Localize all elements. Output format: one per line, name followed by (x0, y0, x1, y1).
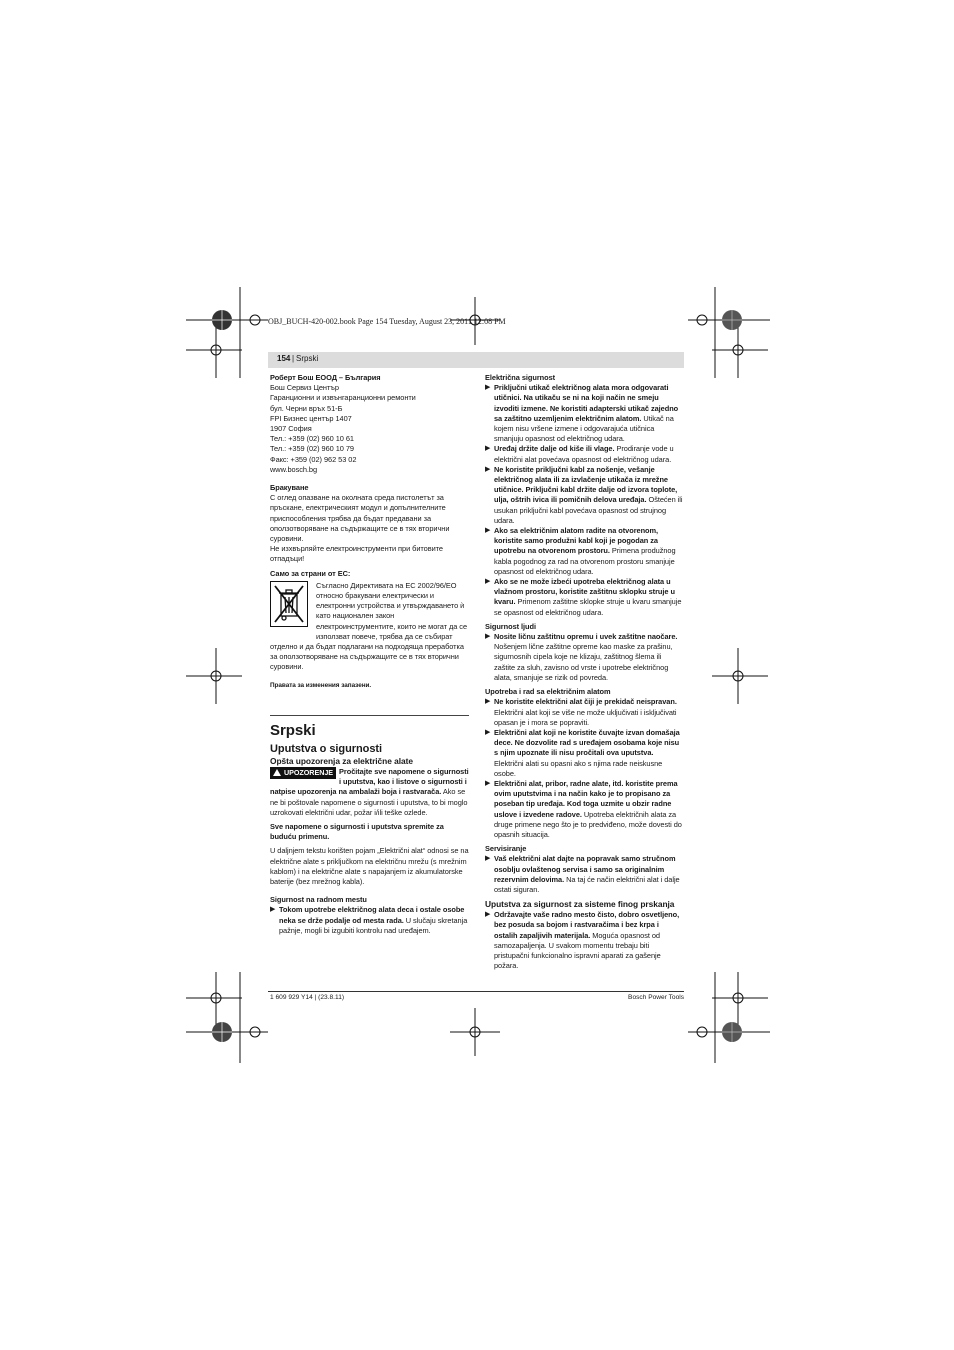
item-normal: Električni alat koji se više ne može uključivati i isključivati opasan je i mora se popraviti. (494, 707, 677, 727)
address-line: 1907 София (270, 424, 312, 434)
disposal-heading: Бракуване (270, 483, 309, 493)
electrical-item (485, 465, 684, 526)
item-bold: Priključni utikač električnog alata mora odgovarati utičnici. Na utikaču se ni na koji način ne smeju izvoditi izmene. Ne koristiti adapterski utikač zajedno sa zaštitno uzemljenim električnim alatom. (494, 383, 679, 423)
electrical-item (485, 383, 684, 444)
bullet-arrow-icon: ▶ (485, 698, 491, 706)
use-item (485, 697, 684, 728)
warning-paragraph (270, 767, 469, 818)
item-bold: Ako sa električnim alatom radite na otvorenom, koristite samo produžni kabl koji je pogodan za upotrebu na otvorenom prostoru. (494, 526, 659, 556)
use-item (485, 728, 684, 779)
page-header (268, 352, 684, 368)
eu-directive-continued: отделно и да бъдат подлагани на подходяща преработка за оползотворяване на съдържащите се в тях вторични суровини. (270, 642, 464, 672)
term-definition: U daljnjem tekstu korišten pojam „Električni alat“ odnosi se na električne alate s priključkom na električnu mrežu (s mrežnim kablom) i na električne alate s napajanjem iz akumulatorske baterije (bez mrežnog kabla). (270, 846, 469, 886)
item-bold: Ako se ne može izbeći upotreba električnog alata u vlažnom prostoru, koristite zaštitnu sklopku struje u kvaru. (494, 577, 675, 607)
bullet-arrow-icon: ▶ (485, 384, 491, 392)
electrical-heading: Električna sigurnost (485, 373, 556, 382)
item-bold: Električni alat, pribor, radne alate, itd. koristite prema ovim uputstvima i na način kako je to propisano za poseban tip uređaja. Kod toga uzmite u obzir radne uslove i izvedene radove. (494, 778, 678, 819)
address-line: Бош Сервиз Център (270, 383, 339, 393)
item-bold: Električni alat koji ne koristite čuvajte izvan domašaja dece. Ne dozvolite rad s uređajem osobama koje nisu s njim upoznate ili nisu pročitali ova uputstva. (494, 727, 680, 758)
warning-label: UPOZORENJE (284, 767, 334, 777)
footer-doc-number: 1 609 929 Y14 | (23.8.11) (270, 994, 345, 1001)
footer-rule (268, 991, 684, 992)
page-number: 154 (277, 354, 291, 363)
item-normal: U slučaju skretanja pažnje, mogli bi izgubiti kontrolu nad uređajem. (279, 915, 468, 935)
item-normal: Na taj će način električni alat i dalje ostati siguran. (494, 874, 680, 894)
section-title: Srpski (270, 721, 316, 739)
item-normal: Utikač na kojem nisu vršene izmene i odgovarajuća utičnica smanjuju opasnost od električnog udara. (494, 413, 674, 444)
bullet-arrow-icon: ▶ (485, 465, 491, 473)
eu-heading: Само за страни от ЕС: (270, 568, 351, 578)
item-normal: Primena produžnog kabla pogodnog za rad na otvorenom prostoru smanjuje opasnost od električnog udara. (494, 546, 676, 576)
warning-triangle-icon (273, 769, 281, 776)
company-title: Роберт Бош ЕООД – България (270, 373, 381, 382)
item-bold: Vaš električni alat dajte na popravak samo stručnom osoblju ovlaštenog servisa i samo sa originalnim rezervnim delovima. (494, 854, 676, 884)
bullet-arrow-icon: ▶ (485, 728, 491, 736)
item-normal: Prodiranje vode u električni alat povećava opasnost od električnog udara. (494, 444, 674, 464)
copyright-note: Правата за изменения запазени. (270, 681, 372, 689)
item-bold: Tokom upotrebe električnog alata deca i ostale osobe neka se drže podalje od mesta rada. (279, 905, 465, 925)
item-normal: Upotreba električnih alata za druge primene nego što je to predviđeno, može dovesti do opasnih situacija. (494, 809, 682, 839)
workplace-heading: Sigurnost na radnom mestu (270, 895, 367, 905)
item-normal: Nošenjem lične zaštitne opreme kao maske za prašinu, sigurnosnih cipela koje ne klizaju, zaštitnog šlema ili zaštite za sluh, zavisno od vrste i upotrebe električnog alata, smanjuje se rizik od povreda. (494, 642, 673, 682)
item-bold: Ne koristite električni alat čiji je prekidač neispravan. (494, 697, 677, 707)
spray-item (485, 910, 684, 971)
bullet-arrow-icon: ▶ (485, 855, 491, 863)
address-line: бул. Черни връх 51-Б (270, 403, 343, 413)
item-bold: Uređaj držite dalje od kiše ili vlage. (494, 444, 615, 454)
disposal-text: С оглед опазване на околната среда пистолетът за пръскане, електрическият модул и допълнителните приспособления трябва да бъдат предавани за оползотворяване на съдържащите се в тях вторични суровини. (270, 493, 450, 544)
eu-directive-text: Съгласно Директивата на ЕС 2002/96/ЕО относно бракувани електрически и електронни устройства и утвърждаването ѝ като национален закон електроинструментите, които не могат да се използват повече, трябва да се събират (316, 580, 468, 641)
safety-heading: Uputstva o sigurnosti (270, 742, 383, 755)
bullet-arrow-icon: ▶ (270, 906, 276, 914)
disposal-text-2: Не изхвърляйте електроинструменти при битовите отпадъци! (270, 544, 443, 564)
item-bold: Održavajte vaše radno mesto čisto, dobro osvetljeno, bez posuda sa bojom i rastvaračima i bez krpa i ostalih zapaljivih materijala. (494, 910, 680, 940)
item-normal: Oštećen ili usukan priključni kabl povećava opasnost od strujnog udara. (494, 495, 683, 525)
use-heading: Upotreba i rad sa električnim alatom (485, 687, 611, 697)
left-column (270, 373, 469, 936)
item-bold: Nosite ličnu zaštitnu opremu i uvek zaštitne naočare. (494, 632, 678, 642)
warning-bold-text: Pročitajte sve napomene o sigurnosti i uputstva, kao i listove o sigurnosti i natpise upozorenja na ambalaži boja i rastvarača. (270, 766, 469, 797)
workplace-item (270, 905, 469, 936)
bullet-arrow-icon: ▶ (485, 633, 491, 641)
right-column (485, 373, 684, 971)
header-separator: | (292, 354, 295, 363)
electrical-item (485, 444, 684, 464)
electrical-item (485, 577, 684, 618)
bullet-arrow-icon: ▶ (485, 445, 491, 453)
address-line: Гаранционни и извънгаранционни ремонти (270, 393, 416, 403)
address-line: Тел.: +359 (02) 960 10 61 (270, 434, 354, 444)
print-info: OBJ_BUCH-420-002.book Page 154 Tuesday, August 23, 2011 12:08 PM (268, 317, 506, 326)
weee-block (270, 581, 469, 642)
address-block (270, 383, 469, 475)
people-heading: Sigurnost ljudi (485, 621, 536, 631)
crossed-bin-icon (270, 581, 308, 627)
bullet-arrow-icon: ▶ (485, 779, 491, 787)
electrical-item (485, 526, 684, 577)
service-item (485, 854, 684, 895)
item-normal: Primenom zaštitne sklopke struje u kvaru smanjuje se opasnost od električnog udara. (494, 597, 682, 617)
address-line: Тел.: +359 (02) 960 10 79 (270, 444, 354, 454)
item-normal: Moguća opasnost od samozapaljenja. U svakom momentu trebaju biti pristupačni funkcionalno ispravni aparati za gašenje požara. (494, 930, 661, 971)
use-item (485, 779, 684, 840)
service-heading: Servisiranje (485, 844, 527, 854)
header-language: Srpski (296, 354, 319, 363)
warning-normal-text: Ako se ne bi poštovale napomene o sigurnosti i uputstva, to bi moglo uzrokovati električni udar, požar i/ili teške ozlede. (270, 787, 468, 817)
item-normal: Električni alati su opasni ako s njima rade neiskusne osobe. (494, 758, 663, 778)
footer-brand: Bosch Power Tools (628, 994, 684, 1001)
address-line: Факс: +359 (02) 962 53 02 (270, 454, 357, 464)
item-bold: Ne koristite priključni kabl za nošenje, vešanje električnog alata ili za izvlačenje utikača iz mrežne utičnice. Priključni kabl držite dalje od izvora toplote, ulja, oštrih ivica ili pomičnih delova uređaja. (494, 464, 678, 505)
bullet-arrow-icon: ▶ (485, 911, 491, 919)
people-item (485, 632, 684, 683)
section-divider (270, 715, 469, 716)
warning-badge (270, 767, 336, 779)
address-line: FPI Бизнес център 1407 (270, 413, 352, 423)
general-warnings-heading: Opšta upozorenja za električne alate (270, 755, 413, 766)
bullet-arrow-icon: ▶ (485, 578, 491, 586)
website-link[interactable]: www.bosch.bg (270, 464, 318, 474)
bullet-arrow-icon: ▶ (485, 527, 491, 535)
keep-instructions: Sve napomene o sigurnosti i uputstva spremite za buduću primenu. (270, 821, 444, 842)
spray-heading: Uputstva za sigurnost za sisteme finog prskanja (485, 899, 675, 910)
